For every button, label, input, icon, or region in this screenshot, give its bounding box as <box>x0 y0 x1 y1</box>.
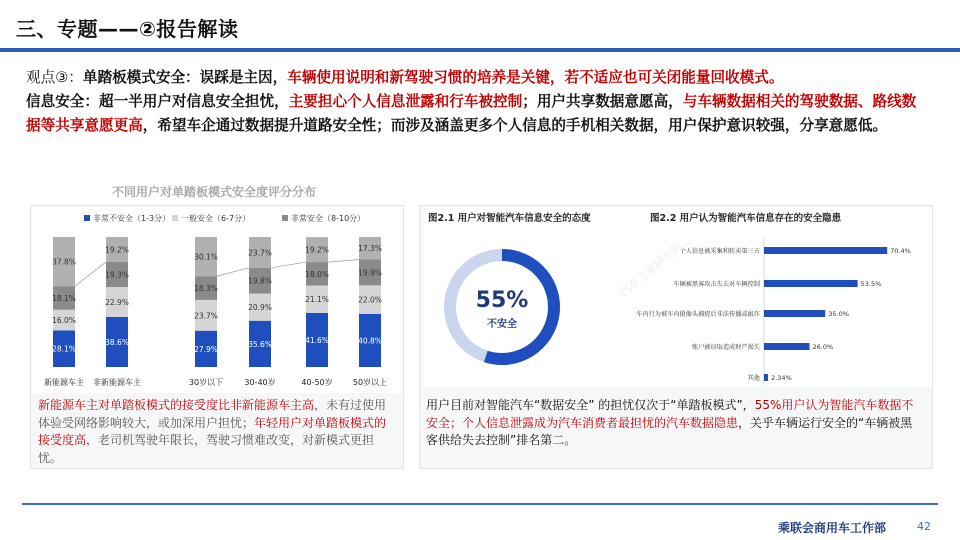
intro-line-1: 观点③：单踏板模式安全：误踩是主因，车辆使用说明和新驾驶习惯的培养是关键，若不适应也可关闭能量回收模式。 <box>26 69 784 86</box>
footer-divider <box>22 503 938 505</box>
right-caption-black-2: ，关乎车辆运行安全的“车辆被黑客供给失去控制”排名第二。 <box>426 415 913 448</box>
legend-swatch <box>172 215 178 221</box>
fig1-title: 图2.1 用户对智能汽车信息安全的态度 <box>428 213 591 224</box>
segment-label: 17.3% <box>358 244 382 254</box>
segment-label: 35.6% <box>248 339 272 349</box>
hbar-bar <box>764 343 810 350</box>
fig2-title: 图2.2 用户认为智能汽车信息存在的安全隐患 <box>650 213 842 224</box>
hbar-bar <box>764 310 825 317</box>
legend-label: 一般安全（6-7分） <box>181 214 251 223</box>
hbar-bar <box>764 374 768 381</box>
intro-p1-red: 车辆使用说明和新驾驶习惯的培养是关键，若不适应也可关闭能量回收模式。 <box>287 69 784 86</box>
stacked-bar-chart <box>32 207 402 393</box>
hbar-value: 70.4% <box>890 247 911 255</box>
intro-p2-red2: 与车辆数据相关的驾驶数据、路线数据等共享意愿更高 <box>26 93 917 134</box>
x-tick-label: 50岁以上 <box>352 378 388 387</box>
footer-org: 乘联会商用车工作部 <box>778 521 887 535</box>
security-figures <box>424 207 932 387</box>
intro-label: 观点③： <box>26 69 83 86</box>
segment-label: 23.7% <box>194 311 218 321</box>
left-caption <box>38 397 392 467</box>
left-caption-red-1: 新能源车主对单踏板模式的接受度比非新能源车主高 <box>38 398 315 412</box>
hbar-value: 2.34% <box>771 374 792 382</box>
horizontal-bar-chart <box>636 237 911 385</box>
segment-label: 40.8% <box>358 336 382 346</box>
intro-p2-black3: ，希望车企通过数据提升道路安全性；而涉及涵盖更多个人信息的手机相关数据，用户保护意识较强，分享意愿低。 <box>142 117 888 134</box>
chart-legend <box>84 213 365 223</box>
left-caption-red-2: 年轻用户对单踏板模式的接受度高 <box>38 415 387 448</box>
right-caption-black-1: 用户目前对智能汽车“数据安全” 的担忧仅次于“单踏板模式”， <box>426 398 755 412</box>
segment-label: 27.9% <box>194 344 218 354</box>
donut-label: 不安全 <box>487 319 517 330</box>
hbar-bar <box>764 247 887 254</box>
segment-label: 30.1% <box>194 252 218 262</box>
segment-label: 18.1% <box>52 293 76 303</box>
segment-label: 37.8% <box>52 257 76 267</box>
intro-p2-black2: ；用户共享数据意愿高， <box>522 93 683 110</box>
hbar-category: 车辆被黑客攻击失去对车辆控制 <box>673 281 760 288</box>
hbar-value: 26.0% <box>812 343 834 351</box>
segment-label: 22.0% <box>358 295 382 305</box>
hbar-category: 其他 <box>747 375 760 382</box>
page-number: 42 <box>917 520 931 533</box>
legend-swatch <box>84 215 90 221</box>
watermark-text: 汽车之家研究院 <box>617 239 685 300</box>
hbar-value: 53.5% <box>860 280 882 288</box>
legend-label: 非常不安全（1-3分） <box>93 214 171 223</box>
segment-label: 19.2% <box>305 245 329 255</box>
segment-label: 16.0% <box>52 316 76 326</box>
legend-label: 非常安全（8-10分） <box>291 214 366 223</box>
title-underline <box>0 48 960 52</box>
hbar-category: 车内行为被车内摄像头捕捉后非法传播或敲诈 <box>636 311 760 318</box>
donut-value: 55% <box>475 288 529 313</box>
intro-p1-black: 踏板模式安全：误踩是主因， <box>97 69 288 86</box>
segment-label: 18.0% <box>305 269 329 279</box>
hbar-value: 35.0% <box>828 310 849 318</box>
left-caption-gray-2: ，老司机驾驶年限长，驾驶习惯难改变，对新模式更担忧。 <box>38 433 375 465</box>
intro-paragraph <box>26 66 926 138</box>
left-caption-gray-1: ，未有过使用体验受网络影响较大，或加深用户担忧； <box>38 398 387 430</box>
intro-p2-black1: 信息安全：超一半用户对信息安全担忧， <box>26 93 289 110</box>
segment-label: 19.2% <box>105 245 129 255</box>
segment-label: 38.6% <box>105 337 129 347</box>
segment-label: 41.6% <box>305 335 329 345</box>
segment-label: 19.8% <box>248 276 272 286</box>
intro-line-2 <box>26 90 926 138</box>
right-caption-red-1: 55%用户认为智能汽车数据不安全；个人信息泄露成为汽车消费者最担忧的汽车数据隐患 <box>426 398 914 430</box>
segment-label: 23.7% <box>248 248 272 258</box>
segment-label: 22.9% <box>105 297 129 307</box>
title-bar <box>0 0 960 50</box>
segment-label: 19.9% <box>358 268 382 278</box>
x-tick-label: 30岁以下 <box>188 378 224 387</box>
segment-label: 18.3% <box>194 284 218 294</box>
x-tick-label: 40-50岁 <box>301 378 333 387</box>
x-tick-label: 新能源车主 <box>44 378 84 387</box>
segment-label: 19.3% <box>105 270 129 280</box>
legend-swatch <box>282 215 288 221</box>
page-title: 三、专题——②报告解读 <box>16 17 239 41</box>
hbar-category: 账户被窃取造成财产损失 <box>691 344 760 351</box>
segment-label: 28.1% <box>52 344 76 354</box>
segment-label: 20.9% <box>248 303 272 313</box>
x-tick-label: 非新能源车主 <box>93 378 141 387</box>
segment-label: 21.1% <box>305 295 329 305</box>
hbar-bar <box>764 280 858 287</box>
x-tick-label: 30-40岁 <box>244 378 276 387</box>
right-caption <box>426 397 924 450</box>
left-chart-title: 不同用户对单踏板模式安全度评分分布 <box>112 185 317 199</box>
hbar-category: 个人信息被采集和转卖第三方 <box>679 248 760 255</box>
intro-p2-red1: 主要担心个人信息泄露和行车被控制 <box>288 93 523 110</box>
